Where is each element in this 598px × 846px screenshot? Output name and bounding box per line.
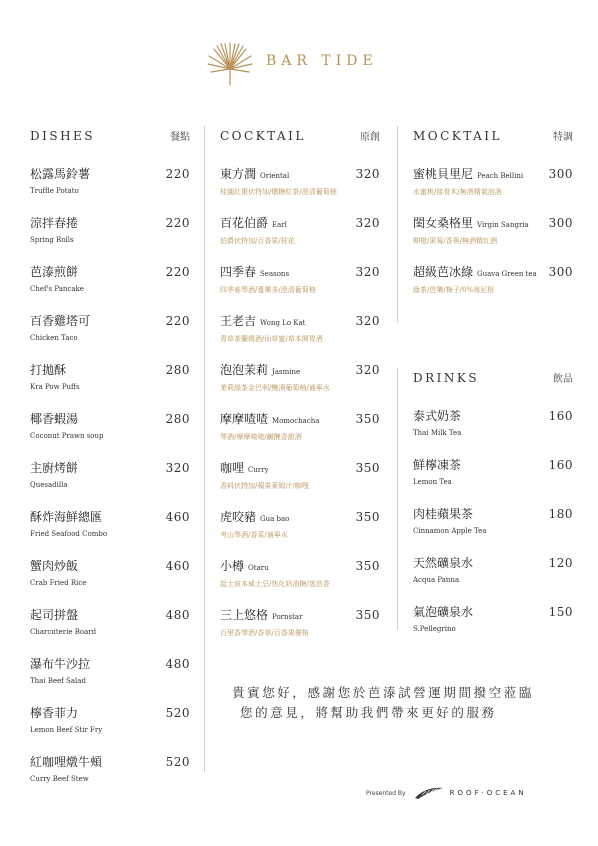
menu-item-price: 480 — [165, 608, 190, 622]
menu-item-title — [220, 506, 289, 525]
menu-item-english-name: Guava Green tea — [477, 270, 537, 278]
menu-item-name: 蟹肉炒飯 — [30, 559, 79, 573]
menu-item — [30, 653, 190, 702]
menu-item-row — [413, 601, 573, 620]
menu-item-name: 泰式奶茶 — [413, 409, 462, 423]
menu-item — [30, 261, 190, 310]
menu-item-english-name: Gua bao — [260, 515, 290, 523]
menu-item-name: 四季春 — [220, 265, 257, 279]
menu-item-row — [220, 457, 380, 476]
menu-item-row — [220, 261, 380, 280]
menu-item — [413, 601, 573, 650]
menu-item-row — [30, 457, 190, 476]
menu-item-english-name: Earl — [272, 221, 287, 229]
menu-item-row — [220, 555, 380, 574]
menu-item-title — [220, 310, 305, 329]
menu-item-english-name: Otaru — [248, 564, 269, 572]
menu-item-row — [220, 310, 380, 329]
menu-item-price: 350 — [355, 608, 380, 622]
menu-item-price: 220 — [165, 265, 190, 279]
menu-item — [30, 555, 190, 604]
menu-item-row — [413, 503, 573, 522]
menu-item-row — [220, 163, 380, 182]
menu-item-name: 肉桂蘋果茶 — [413, 507, 474, 521]
menu-item-english-name: Fried Seafood Combo — [30, 530, 108, 538]
menu-item-english-name: Kra Pow Puffs — [30, 383, 80, 391]
menu-item-title — [413, 601, 473, 620]
column-divider — [204, 126, 205, 772]
menu-item-title — [30, 408, 78, 427]
menu-item — [220, 457, 380, 506]
menu-item-title — [413, 212, 529, 231]
section-header — [30, 128, 190, 150]
menu-item — [220, 408, 380, 457]
menu-item-english-name: Chicken Taco — [30, 334, 78, 342]
menu-item-row — [413, 261, 573, 280]
menu-item-price: 460 — [165, 510, 190, 524]
menu-item-title — [220, 408, 319, 427]
menu-item-title — [413, 552, 473, 571]
menu-item-price: 280 — [165, 363, 190, 377]
menu-item-title — [30, 457, 78, 476]
menu-item-name: 鮮檸凍茶 — [413, 458, 462, 472]
menu-item-english-name: Quesadilla — [30, 481, 68, 489]
menu-item-english-name: Thai Beef Salad — [30, 677, 86, 685]
menu-item-title — [220, 457, 269, 476]
menu-item-price: 350 — [355, 461, 380, 475]
menu-item-english-name: Cinnamon Apple Tea — [413, 527, 487, 535]
column-divider — [397, 126, 398, 323]
menu-item-ingredients: 青草茶蘭姆酒/仙草蜜/草本開胃酒 — [220, 335, 323, 343]
section-header — [413, 128, 573, 150]
menu-item-name: 紅咖哩燉牛頰 — [30, 755, 103, 769]
menu-item-english-name: Thai Milk Tea — [413, 429, 462, 437]
menu-item-title — [413, 163, 523, 182]
menu-item-title — [30, 604, 78, 623]
menu-item — [220, 310, 380, 359]
menu-item-english-name: Oriental — [260, 172, 290, 180]
drinks-section — [413, 370, 573, 650]
menu-item-row — [220, 359, 380, 378]
section-title: DISHES — [30, 129, 96, 143]
section-tag: 特調 — [553, 132, 573, 143]
menu-item-row — [30, 555, 190, 574]
menu-item-price: 460 — [165, 559, 190, 573]
menu-item — [413, 163, 573, 212]
section-tag: 餐點 — [170, 132, 190, 143]
mocktail-section — [413, 128, 573, 310]
menu-item-price: 350 — [355, 412, 380, 426]
menu-item-title — [30, 555, 78, 574]
menu-item-row — [413, 454, 573, 473]
menu-item-name: 椰香蝦湯 — [30, 412, 79, 426]
menu-item — [413, 212, 573, 261]
menu-item — [30, 506, 190, 555]
menu-item-english-name: Wong Lo Kat — [260, 319, 306, 327]
menu-item-title — [220, 555, 269, 574]
menu-item — [30, 212, 190, 261]
menu-item-title — [220, 604, 302, 623]
menu-item — [220, 506, 380, 555]
logo — [206, 38, 254, 88]
menu-item-ingredients: 水蜜桃/接骨木/無酒精氣泡酒 — [413, 188, 502, 196]
menu-item-price: 520 — [165, 755, 190, 769]
section-title: DRINKS — [413, 371, 480, 385]
menu-item — [220, 555, 380, 604]
menu-item — [30, 310, 190, 359]
menu-item-name: 閨女桑格里 — [413, 216, 474, 230]
menu-item-english-name: Peach Bellini — [477, 172, 524, 180]
section-title: MOCKTAIL — [413, 129, 502, 143]
menu-item-name: 小樽 — [220, 559, 245, 573]
menu-item-name: 起司拼盤 — [30, 608, 79, 622]
menu-item — [220, 163, 380, 212]
menu-item — [413, 454, 573, 503]
menu-item-name: 松露馬鈴薯 — [30, 167, 91, 181]
menu-item-row — [413, 212, 573, 231]
section-header — [413, 370, 573, 392]
menu-item-name: 檸香菲力 — [30, 706, 79, 720]
section-header — [220, 128, 380, 150]
menu-item-title — [413, 405, 461, 424]
menu-item-name: 芭溙煎餅 — [30, 265, 79, 279]
menu-item-ingredients: 伯爵伏特加/百香果/桂花 — [220, 237, 295, 245]
menu-item-ingredients: 百里香琴酒/香草/百香果優格 — [220, 629, 309, 637]
menu-item-price: 480 — [165, 657, 190, 671]
menu-item-title — [30, 359, 66, 378]
menu-item-ingredients: 琴酒/摩摩喳喳/鹹醃香甜酒 — [220, 433, 302, 441]
presented-by-label: Presented By — [366, 789, 406, 797]
column-divider — [397, 368, 398, 630]
menu-item — [30, 604, 190, 653]
menu-item-row — [30, 702, 190, 721]
menu-item-price: 180 — [548, 507, 573, 521]
menu-item-title — [30, 506, 102, 525]
menu-item-price: 120 — [548, 556, 573, 570]
menu-item-row — [220, 212, 380, 231]
message-line: 您的意見，將幫助我們帶來更好的服務 — [240, 705, 497, 720]
menu-item-price: 320 — [355, 216, 380, 230]
menu-item-ingredients: 桂圓紅棗伏特加/燉糖紅茶/澄清葡萄柚 — [220, 188, 337, 196]
menu-item-price: 300 — [548, 265, 573, 279]
menu-item-ingredients: 綠茶/芭樂/梅子/0%海尼根 — [413, 286, 495, 294]
menu-item — [413, 503, 573, 552]
menu-item — [220, 261, 380, 310]
menu-item-name: 天然礦泉水 — [413, 556, 474, 570]
menu-item-english-name: Jasmine — [272, 368, 301, 376]
menu-item-title — [413, 261, 537, 280]
menu-item-name: 百香雞塔可 — [30, 314, 91, 328]
menu-item-english-name: Pornstar — [272, 613, 303, 621]
menu-item-row — [220, 604, 380, 623]
menu-item-price: 350 — [355, 559, 380, 573]
dishes-section — [30, 128, 190, 800]
menu-item-name: 泡泡茉莉 — [220, 363, 269, 377]
menu-item-row — [30, 653, 190, 672]
menu-item-ingredients: 四季春琴酒/蔓樂多/澄清葡萄柚 — [220, 286, 316, 294]
menu-item-name: 氣泡礦泉水 — [413, 605, 474, 619]
menu-item-row — [413, 405, 573, 424]
menu-item-english-name: Lemon Tea — [413, 478, 452, 486]
menu-item-price: 520 — [165, 706, 190, 720]
menu-item-price: 220 — [165, 216, 190, 230]
menu-item-row — [220, 506, 380, 525]
palm-leaf-icon — [206, 39, 254, 87]
menu-item-price: 350 — [355, 510, 380, 524]
menu-item-title — [30, 751, 102, 770]
menu-item-row — [30, 408, 190, 427]
menu-item-english-name: Chef's Pancake — [30, 285, 84, 293]
menu-item-price: 160 — [548, 458, 573, 472]
menu-item-name: 涼拌春捲 — [30, 216, 79, 230]
menu-item-ingredients: 柳橙/果莓/香蕉/無酒精紅酒 — [413, 237, 498, 245]
menu-item-price: 320 — [355, 314, 380, 328]
menu-item-row — [30, 261, 190, 280]
menu-item-row — [413, 163, 573, 182]
menu-item-english-name: Curry Beef Stew — [30, 775, 89, 783]
menu-item-name: 摩摩喳喳 — [220, 412, 269, 426]
brand-title: BAR TIDE — [266, 53, 378, 69]
menu-item-ingredients: 考山琴酒/香菜/通寧水 — [220, 531, 288, 539]
menu-item-english-name: Charcuterie Board — [30, 628, 97, 636]
menu-item-name: 酥炸海鮮總匯 — [30, 510, 103, 524]
menu-item — [413, 261, 573, 310]
cocktail-section — [220, 128, 380, 653]
message-line: 貴賓您好，感謝您於芭溙試營運期間撥空蒞臨 — [232, 685, 535, 700]
menu-item — [220, 212, 380, 261]
menu-item-row — [30, 604, 190, 623]
menu-item-title — [30, 261, 78, 280]
menu-item-title — [30, 653, 90, 672]
menu-item — [413, 405, 573, 454]
menu-item-row — [413, 552, 573, 571]
menu-item-english-name: Truffle Potato — [30, 187, 79, 195]
menu-item-price: 320 — [355, 265, 380, 279]
menu-item-name: 打拋酥 — [30, 363, 67, 377]
menu-item-name: 瀑布牛沙拉 — [30, 657, 91, 671]
menu-item — [30, 408, 190, 457]
menu-item-english-name: Seasons — [260, 270, 290, 278]
partner-brand: ROOF·OCEAN — [449, 789, 527, 797]
menu-item-price: 220 — [165, 314, 190, 328]
menu-item-ingredients: 香料伏特加/蘋果萊姆汁/咖哩 — [220, 482, 309, 490]
menu-item-price: 160 — [548, 409, 573, 423]
menu-item-english-name: Curry — [248, 466, 269, 474]
guest-message — [232, 683, 534, 723]
menu-item-name: 東方潤 — [220, 167, 257, 181]
menu-item-english-name: Acqua Panna — [413, 576, 460, 584]
menu-item-title — [30, 702, 78, 721]
menu-item-title — [30, 310, 90, 329]
menu-item-english-name: Coconut Prawn soup — [30, 432, 104, 440]
feather-brush-icon — [414, 786, 444, 800]
menu-item-price: 220 — [165, 167, 190, 181]
menu-item — [220, 359, 380, 408]
menu-item — [413, 552, 573, 601]
section-title: COCKTAIL — [220, 129, 306, 143]
menu-item-title — [413, 503, 473, 522]
menu-item — [30, 457, 190, 506]
menu-item-english-name: S.Pellegrino — [413, 625, 456, 633]
menu-item-row — [30, 310, 190, 329]
menu-item-title — [220, 359, 300, 378]
menu-item-name: 主廚烤餅 — [30, 461, 79, 475]
menu-item-title — [220, 261, 289, 280]
menu-item-row — [30, 212, 190, 231]
menu-item-title — [220, 212, 287, 231]
menu-item-name: 咖哩 — [220, 461, 245, 475]
menu-item-row — [30, 359, 190, 378]
menu-item-price: 320 — [355, 167, 380, 181]
menu-item-ingredients: 茉莉綠茶金巴利/醃漬葡萄柚/通寧水 — [220, 384, 330, 392]
menu-item-title — [220, 163, 289, 182]
menu-item — [30, 751, 190, 800]
menu-item-english-name: Momochacha — [272, 417, 320, 425]
section-tag: 飲品 — [553, 374, 573, 385]
menu-item-ingredients: 起士波本威士忌/焦化奶油糖/迷迭香 — [220, 580, 330, 588]
menu-item-row — [30, 751, 190, 770]
menu-item-title — [413, 454, 461, 473]
menu-item-name: 超級芭冰綠 — [413, 265, 474, 279]
menu-item-price: 320 — [165, 461, 190, 475]
menu-item-name: 虎咬豬 — [220, 510, 257, 524]
menu-item-name: 王老吉 — [220, 314, 257, 328]
menu-item-name: 蜜桃貝里尼 — [413, 167, 474, 181]
menu-item-title — [30, 212, 78, 231]
section-tag: 原創 — [360, 132, 380, 143]
menu-item-row — [30, 163, 190, 182]
menu-item-price: 150 — [548, 605, 573, 619]
footer — [366, 786, 527, 800]
menu-item-english-name: Crab Fried Rice — [30, 579, 87, 587]
menu-item-row — [220, 408, 380, 427]
menu-item — [30, 702, 190, 751]
menu-item-row — [30, 506, 190, 525]
menu-item — [220, 604, 380, 653]
menu-item-price: 320 — [355, 363, 380, 377]
menu-item-english-name: Lemon Beef Stir Fry — [30, 726, 103, 734]
menu-item-price: 280 — [165, 412, 190, 426]
menu-item-name: 百花伯爵 — [220, 216, 269, 230]
menu-item — [30, 163, 190, 212]
menu-item-title — [30, 163, 90, 182]
menu-item — [30, 359, 190, 408]
menu-item-english-name: Virgin Sangria — [477, 221, 529, 229]
menu-item-price: 300 — [548, 216, 573, 230]
menu-item-english-name: Spring Rolls — [30, 236, 74, 244]
menu-item-price: 300 — [548, 167, 573, 181]
menu-item-name: 三上悠格 — [220, 608, 269, 622]
